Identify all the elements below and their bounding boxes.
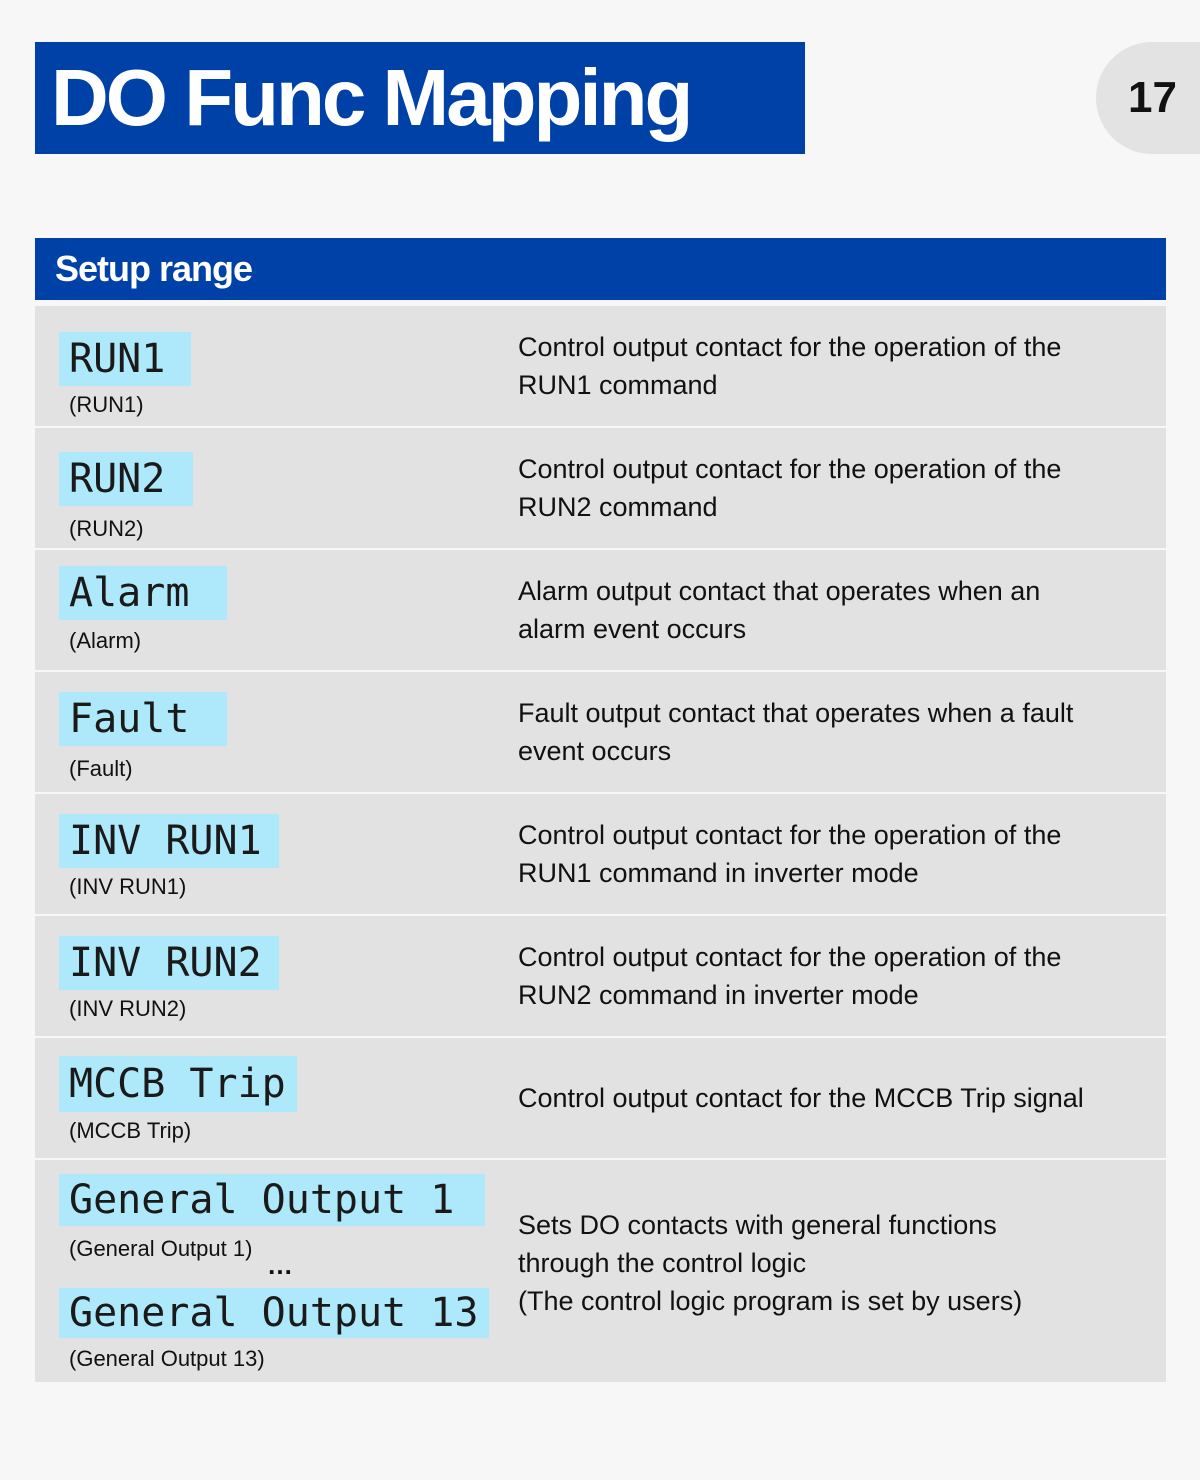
lcd-text: Fault bbox=[69, 696, 190, 742]
row-left-cell bbox=[35, 916, 518, 1036]
lcd-display bbox=[59, 452, 193, 506]
table-row bbox=[35, 916, 1166, 1036]
lcd-text: RUN2 bbox=[69, 456, 166, 502]
setup-range-table bbox=[35, 306, 1166, 1384]
lcd-text: General Output 1 bbox=[69, 1177, 455, 1223]
row-description: Fault output contact that operates when a fault event occurs bbox=[518, 698, 1074, 766]
row-left-cell bbox=[35, 1160, 518, 1382]
row-left-cell bbox=[35, 428, 518, 548]
row-label: (INV RUN2) bbox=[69, 996, 187, 1021]
lcd-display bbox=[59, 1056, 297, 1112]
table-row bbox=[35, 306, 1166, 426]
lcd-display bbox=[59, 692, 227, 746]
row-description: Control output contact for the MCCB Trip signal bbox=[518, 1083, 1084, 1113]
lcd-text: Alarm bbox=[69, 570, 190, 616]
page-title bbox=[35, 42, 805, 154]
lcd-text: General Output 13 bbox=[69, 1290, 479, 1336]
lcd-display bbox=[59, 566, 227, 620]
row-label: (Alarm) bbox=[69, 628, 142, 653]
row-description: Control output contact for the operation of the RUN1 command bbox=[518, 332, 1062, 400]
table-row bbox=[35, 794, 1166, 914]
table-row bbox=[35, 428, 1166, 548]
table-row bbox=[35, 1160, 1166, 1382]
row-description-cell bbox=[518, 794, 1166, 914]
row-label: (MCCB Trip) bbox=[69, 1118, 192, 1143]
table-row bbox=[35, 1038, 1166, 1158]
page-number-badge bbox=[1096, 42, 1200, 154]
table-row bbox=[35, 672, 1166, 792]
lcd-display bbox=[59, 332, 191, 386]
row-left-cell bbox=[35, 1038, 518, 1158]
page-number: 17 bbox=[1128, 73, 1177, 122]
row-description-cell bbox=[518, 306, 1166, 426]
row-label: (RUN1) bbox=[69, 392, 144, 417]
table-row bbox=[35, 550, 1166, 670]
section-header bbox=[35, 238, 1166, 300]
row-description: Control output contact for the operation of the RUN2 command bbox=[518, 454, 1062, 522]
lcd-display bbox=[59, 814, 279, 868]
lcd-display bbox=[59, 936, 279, 990]
row-description: Alarm output contact that operates when an alarm event occurs bbox=[518, 576, 1041, 644]
row-left-cell bbox=[35, 794, 518, 914]
ellipsis: … bbox=[267, 1250, 295, 1280]
lcd-display bbox=[59, 1288, 489, 1338]
row-description-cell bbox=[518, 1038, 1166, 1158]
row-left-cell bbox=[35, 672, 518, 792]
lcd-display bbox=[59, 1174, 485, 1226]
row-label: (Fault) bbox=[69, 756, 133, 781]
row-description-cell bbox=[518, 916, 1166, 1036]
lcd-text: RUN1 bbox=[69, 336, 166, 382]
row-description: Control output contact for the operation of the RUN2 command in inverter mode bbox=[518, 942, 1062, 1010]
lcd-text: INV RUN2 bbox=[69, 940, 262, 986]
row-description-cell bbox=[518, 428, 1166, 548]
row-description: Sets DO contacts with general functions through the control logic (The control logic program is set by users) bbox=[518, 1210, 1023, 1316]
lcd-text: MCCB Trip bbox=[69, 1061, 286, 1107]
row-description-cell bbox=[518, 550, 1166, 670]
row-label: (General Output 13) bbox=[69, 1346, 265, 1371]
row-label: (RUN2) bbox=[69, 516, 144, 541]
lcd-text: INV RUN1 bbox=[69, 818, 262, 864]
page-title-text: DO Func Mapping bbox=[51, 53, 691, 142]
row-label: (General Output 1) bbox=[69, 1236, 253, 1261]
row-left-cell bbox=[35, 550, 518, 670]
section-title: Setup range bbox=[55, 248, 253, 289]
row-left-cell bbox=[35, 306, 518, 426]
row-description-cell bbox=[518, 1160, 1166, 1382]
row-description-cell bbox=[518, 672, 1166, 792]
row-description: Control output contact for the operation of the RUN1 command in inverter mode bbox=[518, 820, 1062, 888]
row-label: (INV RUN1) bbox=[69, 874, 187, 899]
